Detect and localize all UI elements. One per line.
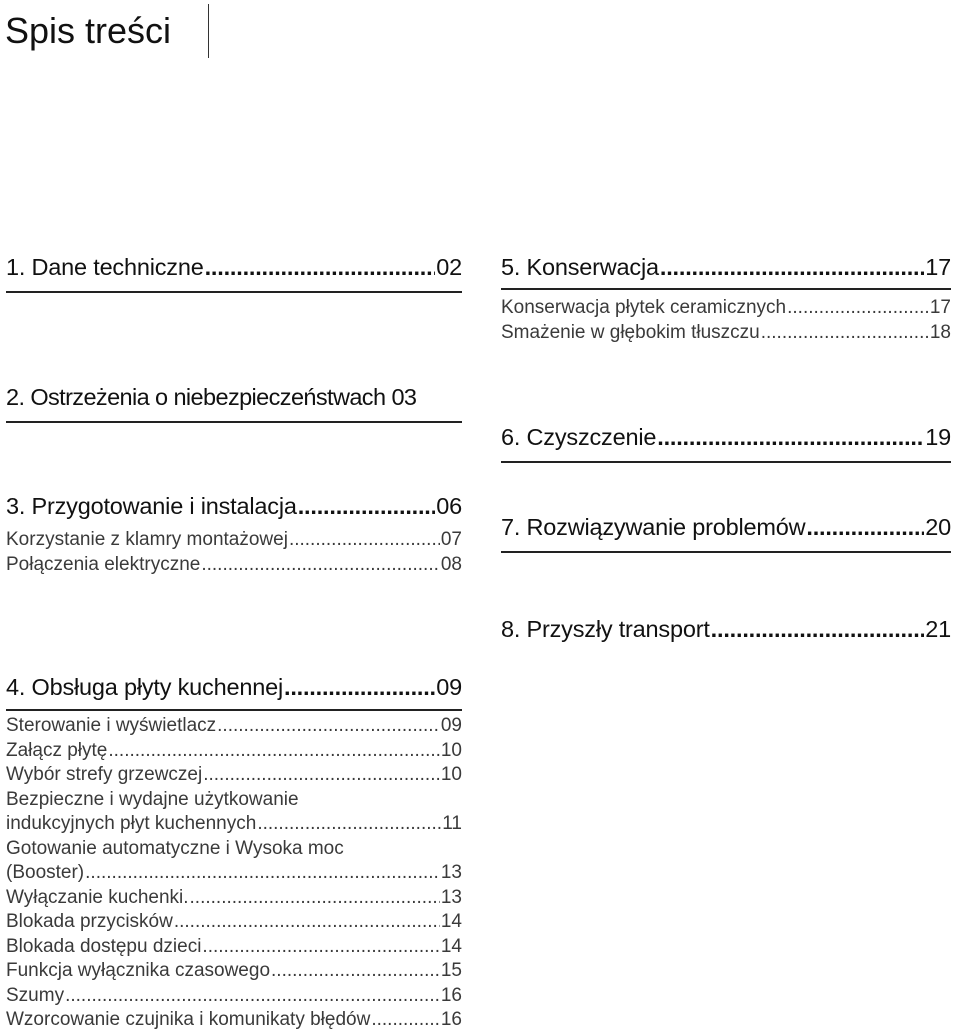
- toc-entry-page: 10: [440, 764, 462, 785]
- toc-entry-link[interactable]: [6, 910, 462, 935]
- toc-heading-link[interactable]: [6, 380, 462, 414]
- toc-entry-first-line: Bezpieczne i wydajne użytkowanie: [6, 788, 299, 810]
- toc-section-7: [501, 510, 951, 553]
- toc-entry-text: Szumy: [6, 984, 65, 1006]
- toc-section-8: [501, 612, 951, 646]
- dot-leader: [257, 812, 441, 837]
- toc-heading-link[interactable]: [501, 510, 951, 544]
- toc-section-4: [6, 670, 462, 1033]
- toc-entry-text: Sterowanie i wyświetlacz: [6, 715, 217, 736]
- toc-entry-link[interactable]: [6, 935, 462, 960]
- section-rule: [6, 709, 462, 711]
- toc-entry-page: 18: [929, 321, 951, 343]
- dot-leader: [217, 714, 440, 739]
- dot-leader: [289, 528, 440, 553]
- toc-entry-page: 13: [440, 862, 462, 883]
- page-title: Spis treści: [5, 10, 172, 51]
- toc-entry-page: 17: [929, 297, 951, 318]
- dot-leader: [660, 250, 924, 284]
- toc-entry-link[interactable]: [6, 886, 462, 911]
- toc-entry-text: indukcyjnych płyt kuchennych: [6, 813, 257, 834]
- toc-heading-link[interactable]: [6, 489, 462, 523]
- dot-leader: [298, 489, 436, 523]
- toc-heading-page: 20: [925, 514, 951, 540]
- toc-heading-page: 09: [436, 674, 462, 700]
- toc-entry-text: Wybór strefy grzewczej: [6, 764, 203, 785]
- dot-leader: [205, 250, 436, 284]
- toc-entry-first-line: Gotowanie automatyczne i Wysoka moc: [6, 837, 344, 859]
- toc-entry-page: 11: [442, 813, 462, 834]
- toc-entry-text: Załącz płytę: [6, 739, 108, 761]
- toc-heading-page: 21: [925, 616, 951, 642]
- toc-entry-text: Wzorcowanie czujnika i komunikaty błędów: [6, 1009, 371, 1030]
- toc-entry-link[interactable]: [501, 296, 951, 321]
- toc-heading-text: 4. Obsługa płyty kuchennej: [6, 674, 283, 700]
- dot-leader: [806, 510, 924, 544]
- dot-leader: [108, 739, 439, 764]
- toc-entry-page: 14: [440, 935, 462, 957]
- toc-entry-link[interactable]: [6, 812, 462, 837]
- dot-leader: [174, 910, 440, 935]
- toc-entries: [6, 714, 462, 1033]
- section-rule: [501, 288, 951, 290]
- dot-leader: [284, 670, 435, 704]
- dot-leader: [201, 553, 440, 578]
- toc-entries: [6, 528, 462, 577]
- dot-leader: [203, 763, 440, 788]
- toc-section-5: [501, 250, 951, 345]
- toc-entry-text: Blokada przycisków: [6, 911, 173, 932]
- dot-leader: [657, 420, 924, 454]
- toc-heading-text: 2. Ostrzeżenia o niebezpieczeństwach: [6, 384, 386, 410]
- toc-heading-page: 03: [391, 384, 417, 410]
- toc-entry-text: Konserwacja płytek ceramicznych: [501, 297, 787, 318]
- toc-entry-page: 16: [440, 1009, 462, 1030]
- section-rule: [6, 421, 462, 423]
- dot-leader: [371, 1008, 440, 1033]
- toc-entries: [501, 296, 951, 345]
- section-rule: [501, 551, 951, 553]
- toc-section-1: [6, 250, 462, 293]
- toc-heading-page: 19: [925, 424, 951, 450]
- toc-entry-link[interactable]: [6, 763, 462, 788]
- dot-leader: [711, 612, 925, 646]
- dot-leader: [65, 984, 440, 1009]
- dot-leader: [202, 935, 439, 960]
- toc-section-2: [6, 380, 462, 423]
- section-rule: [501, 461, 951, 463]
- toc-entry-link[interactable]: [6, 739, 462, 764]
- toc-entry-text: Blokada dostępu dzieci: [6, 935, 202, 957]
- toc-entry-link[interactable]: [6, 553, 462, 578]
- toc-heading-link[interactable]: [501, 420, 951, 454]
- toc-entry-link[interactable]: [6, 714, 462, 739]
- toc-entry-page: 14: [440, 911, 462, 932]
- toc-heading-link[interactable]: [6, 250, 462, 284]
- toc-entry-link[interactable]: [6, 528, 462, 553]
- toc-entry-page: 09: [440, 715, 462, 736]
- toc-heading-text: 5. Konserwacja: [501, 254, 659, 280]
- toc-entry-text: Smażenie w głębokim tłuszczu: [501, 321, 760, 343]
- title-divider: [208, 4, 209, 58]
- toc-entry-page: 16: [440, 984, 462, 1006]
- toc-heading-link[interactable]: [501, 250, 951, 284]
- toc-heading-text: 3. Przygotowanie i instalacja: [6, 493, 297, 519]
- dot-leader: [85, 861, 440, 886]
- toc-entry-link[interactable]: [6, 1008, 462, 1033]
- toc-entry-page: 08: [440, 553, 462, 575]
- toc-entry-page: 07: [440, 529, 462, 550]
- toc-entry-text: (Booster): [6, 862, 85, 883]
- toc-heading-text: 1. Dane techniczne: [6, 254, 204, 280]
- toc-entry-text: Korzystanie z klamry montażowej: [6, 529, 288, 550]
- toc-entry-text: Wyłączanie kuchenki.: [6, 886, 189, 908]
- toc-entry-link[interactable]: [6, 959, 462, 984]
- section-rule: [6, 291, 462, 293]
- toc-section-6: [501, 420, 951, 463]
- toc-heading-text: 6. Czyszczenie: [501, 424, 657, 450]
- toc-entry-link[interactable]: [6, 984, 462, 1009]
- toc-entry-page: 15: [440, 960, 462, 981]
- toc-heading-page: 17: [925, 254, 951, 280]
- toc-entry-page: 13: [440, 886, 462, 908]
- toc-heading-link[interactable]: [501, 612, 951, 646]
- toc-heading-text: 7. Rozwiązywanie problemów: [501, 514, 806, 540]
- dot-leader: [271, 959, 440, 984]
- toc-section-3: [6, 489, 462, 577]
- dot-leader: [190, 886, 440, 911]
- toc-entry-page: 10: [440, 739, 462, 761]
- toc-heading-text: 8. Przyszły transport: [501, 616, 710, 642]
- toc-heading-page: 06: [436, 493, 462, 519]
- toc-heading-link[interactable]: [6, 670, 462, 704]
- dot-leader: [787, 296, 929, 321]
- dot-leader: [761, 321, 929, 346]
- toc-entry-text: Funkcja wyłącznika czasowego: [6, 960, 271, 981]
- toc-heading-page: 02: [436, 254, 462, 280]
- toc-entry-text: Połączenia elektryczne: [6, 553, 201, 575]
- toc-entry-link[interactable]: [6, 861, 462, 886]
- toc-entry-link[interactable]: [501, 321, 951, 346]
